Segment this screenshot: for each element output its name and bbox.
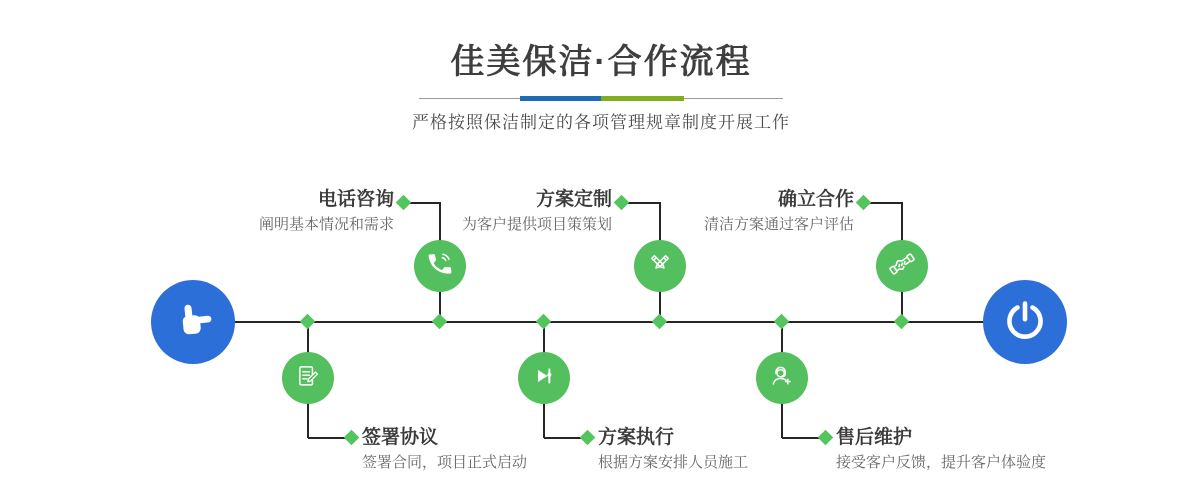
page-subtitle: 严格按照保洁制定的各项管理规章制度开展工作 bbox=[412, 113, 790, 132]
handshake-icon bbox=[887, 249, 917, 284]
label-node-diamond bbox=[856, 195, 872, 211]
timeline-node-diamond bbox=[774, 314, 790, 330]
step-label bbox=[704, 188, 854, 235]
title-divider bbox=[419, 96, 783, 102]
step-description: 接受客户反馈，提升客户体验度 bbox=[836, 454, 1047, 471]
step-circle bbox=[282, 352, 334, 404]
step-label-line bbox=[308, 437, 348, 439]
step-title: 方案执行 bbox=[598, 427, 675, 448]
step-label bbox=[362, 426, 527, 473]
timeline-node-diamond bbox=[536, 314, 552, 330]
timeline-node-diamond bbox=[894, 314, 910, 330]
divider-blue-segment bbox=[520, 96, 601, 101]
step-label bbox=[259, 188, 394, 235]
divider-green-segment bbox=[601, 96, 684, 101]
step-circle bbox=[518, 352, 570, 404]
step-description: 清洁方案通过客户评估 bbox=[703, 216, 854, 233]
step-circle bbox=[414, 240, 466, 292]
power-icon bbox=[1002, 297, 1048, 348]
phone-icon bbox=[426, 250, 454, 283]
label-node-diamond bbox=[818, 430, 834, 446]
step-label bbox=[598, 426, 748, 473]
step-description: 阐明基本情况和需求 bbox=[258, 216, 394, 233]
timeline-start-endpoint bbox=[151, 280, 235, 364]
timeline-node-diamond bbox=[300, 314, 316, 330]
label-node-diamond bbox=[396, 195, 412, 211]
pen-pencil-cross-icon bbox=[646, 250, 674, 283]
step-title: 签署协议 bbox=[362, 427, 439, 448]
timeline-node-diamond bbox=[432, 314, 448, 330]
step-title: 确立合作 bbox=[777, 189, 854, 210]
timeline-end-endpoint bbox=[983, 280, 1067, 364]
contract-sign-icon bbox=[294, 362, 322, 395]
timeline-node-diamond bbox=[652, 314, 668, 330]
step-circle bbox=[756, 352, 808, 404]
step-label bbox=[462, 188, 612, 235]
step-description: 根据方案安排人员施工 bbox=[598, 454, 749, 471]
page-title: 佳美保洁·合作流程 bbox=[450, 43, 752, 81]
step-circle bbox=[634, 240, 686, 292]
label-node-diamond bbox=[614, 195, 630, 211]
pointing-hand-icon bbox=[170, 297, 216, 348]
step-circle bbox=[876, 240, 928, 292]
label-node-diamond bbox=[580, 430, 596, 446]
label-node-diamond bbox=[344, 430, 360, 446]
step-title: 电话咨询 bbox=[317, 189, 394, 210]
step-title: 方案定制 bbox=[535, 189, 612, 210]
step-label-line bbox=[544, 437, 584, 439]
step-label-line bbox=[782, 437, 822, 439]
step-description: 为客户提供项目策策划 bbox=[461, 216, 612, 233]
play-execute-icon bbox=[530, 362, 558, 395]
step-label bbox=[836, 426, 1046, 473]
customer-support-add-icon bbox=[768, 362, 796, 395]
step-description: 签署合同，项目正式启动 bbox=[362, 454, 528, 471]
step-title: 售后维护 bbox=[836, 427, 913, 448]
